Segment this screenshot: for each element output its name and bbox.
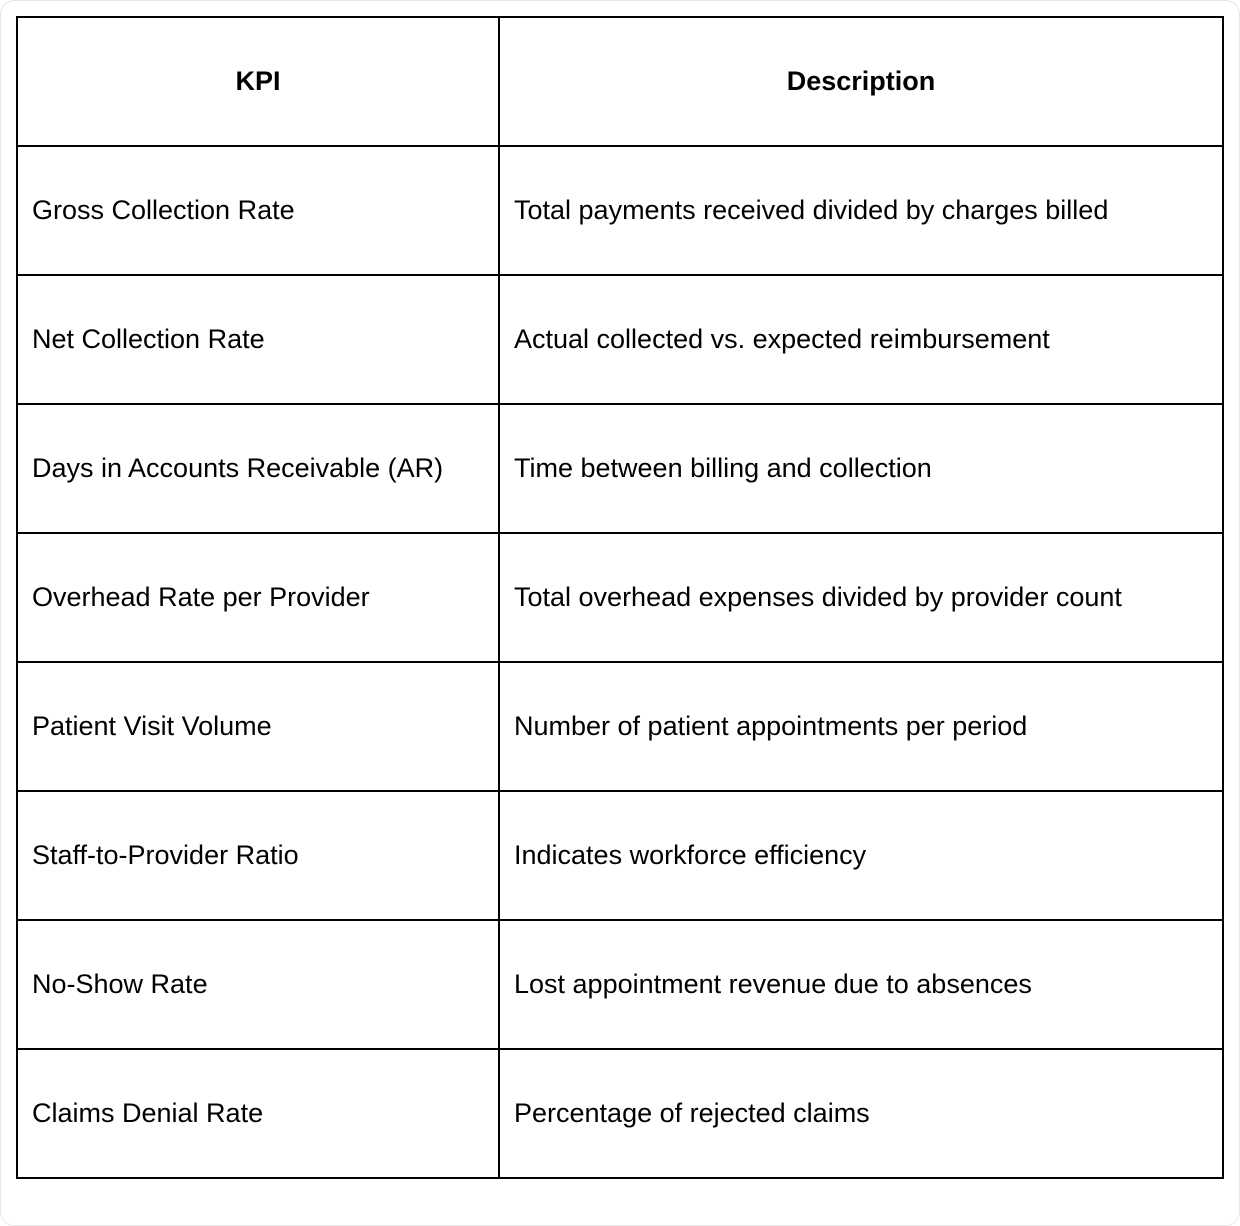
- table-row: [17, 791, 1223, 920]
- table-row: [17, 404, 1223, 533]
- kpi-cell: Gross Collection Rate: [17, 146, 499, 275]
- header-description: Description: [499, 17, 1223, 146]
- description-cell: Total overhead expenses divided by provider count: [499, 533, 1223, 662]
- table-row: [17, 920, 1223, 1049]
- kpi-cell: Staff-to-Provider Ratio: [17, 791, 499, 920]
- table-header-row: [17, 17, 1223, 146]
- kpi-cell: Net Collection Rate: [17, 275, 499, 404]
- kpi-table: [16, 16, 1224, 1179]
- description-cell: Percentage of rejected claims: [499, 1049, 1223, 1178]
- table-row: [17, 533, 1223, 662]
- table-row: [17, 146, 1223, 275]
- description-cell: Actual collected vs. expected reimbursement: [499, 275, 1223, 404]
- description-cell: Time between billing and collection: [499, 404, 1223, 533]
- table-row: [17, 662, 1223, 791]
- description-cell: Lost appointment revenue due to absences: [499, 920, 1223, 1049]
- kpi-cell: Days in Accounts Receivable (AR): [17, 404, 499, 533]
- kpi-cell: Overhead Rate per Provider: [17, 533, 499, 662]
- description-cell: Total payments received divided by charges billed: [499, 146, 1223, 275]
- table-row: [17, 275, 1223, 404]
- description-cell: Indicates workforce efficiency: [499, 791, 1223, 920]
- header-kpi: KPI: [17, 17, 499, 146]
- kpi-cell: Patient Visit Volume: [17, 662, 499, 791]
- table-row: [17, 1049, 1223, 1178]
- kpi-cell: Claims Denial Rate: [17, 1049, 499, 1178]
- description-cell: Number of patient appointments per period: [499, 662, 1223, 791]
- kpi-cell: No-Show Rate: [17, 920, 499, 1049]
